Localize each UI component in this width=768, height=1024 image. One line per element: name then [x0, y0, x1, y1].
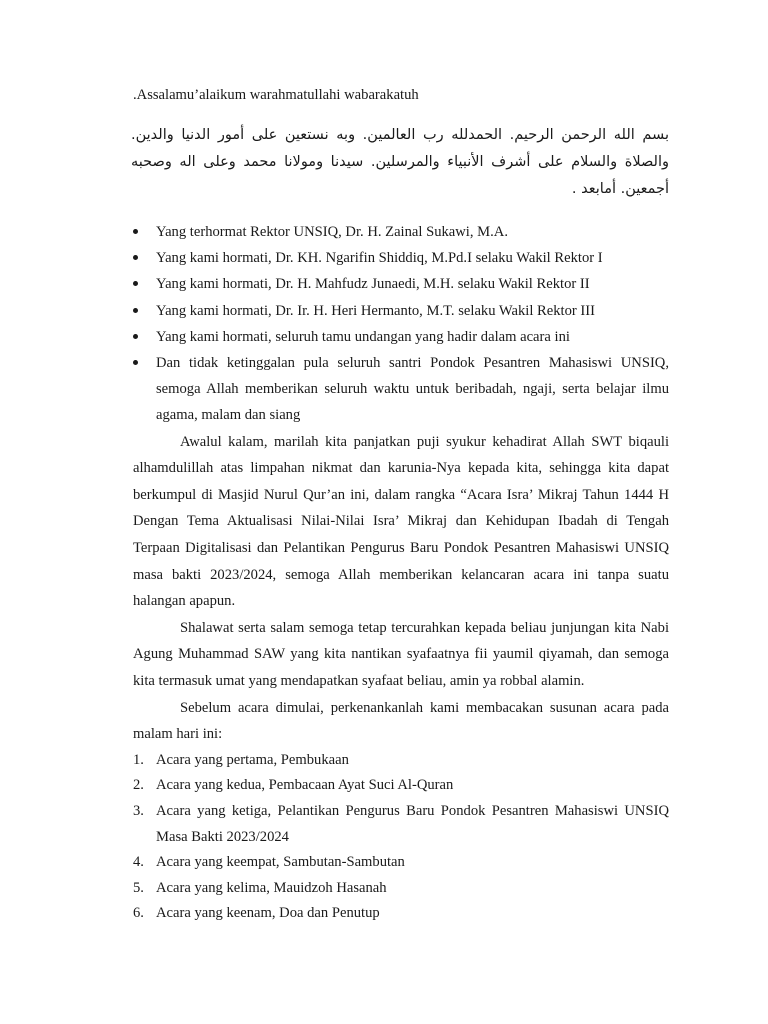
agenda-item: [133, 901, 669, 927]
agenda-item-number: 2.: [133, 777, 144, 794]
agenda-item-number: 6.: [133, 905, 144, 922]
agenda-item: [133, 799, 669, 850]
agenda-item-text: Acara yang pertama, Pembukaan: [156, 751, 349, 768]
agenda-item: [133, 748, 669, 774]
greeting: .Assalamu’alaikum warahmatullahi wabarakatuh: [133, 87, 419, 103]
bullet-icon: [133, 281, 138, 286]
agenda-item: [133, 876, 669, 902]
agenda-item-text: Acara yang keempat, Sambutan-Sambutan: [156, 854, 405, 871]
agenda-intro-paragraph: Sebelum acara dimulai, perkenankanlah kami membacakan susunan acara pada malam hari ini:: [133, 699, 669, 743]
list-item: [133, 350, 669, 429]
bullet-icon: [133, 360, 138, 365]
bullet-icon: [133, 255, 138, 260]
document-page: [133, 82, 669, 927]
agenda-item-text: Acara yang kedua, Pembacaan Ayat Suci Al-Quran: [156, 777, 454, 794]
list-item-text: Yang kami hormati, Dr. KH. Ngarifin Shiddiq, M.Pd.I selaku Wakil Rektor I: [156, 250, 603, 267]
agenda-item-number: 4.: [133, 854, 144, 871]
opening-paragraph: Awalul kalam, marilah kita panjatkan puji syukur kehadirat Allah SWT biqauli alhamdulillah atas limpahan nikmat dan karunia-Nya kepada kita, sehingga kita dapat berkumpul di Masjid Nurul Qur’an ini, dalam rangka “Acara Isra’ Mikraj Tahun 1444 H Dengan Tema Aktualisasi Nilai-Nilai Isra’ Mikraj dan Kehidupan Ibadah di Tengah Terpaan Digitalisasi dan Pelantikan Pengurus Baru Pondok Pesantren Mahasiswi UNSIQ masa bakti 2023/2024, semoga Allah memberikan kelancaran acara ini tanpa suatu halangan apapun.: [133, 433, 669, 610]
arabic-opening: بسم الله الرحمن الرحيم. الحمدلله رب العالمين. وبه نستعين على أمور الدنيا والدين. والصلاة والسلام على أشرف الأنبياء والمرسلين. سيدنا ومولانا محمد وعلى اله وصحبه أجمعين. أمابعد .: [131, 127, 669, 197]
honorifics-list: [133, 219, 669, 429]
list-item: [133, 245, 669, 271]
list-item-text: Yang kami hormati, seluruh tamu undangan yang hadir dalam acara ini: [156, 328, 570, 345]
agenda-item-number: 5.: [133, 879, 144, 896]
agenda-item-text: Acara yang keenam, Doa dan Penutup: [156, 905, 380, 922]
list-item-text: Yang kami hormati, Dr. H. Mahfudz Junaedi, M.H. selaku Wakil Rektor II: [156, 276, 590, 293]
agenda-item: [133, 850, 669, 876]
agenda-item: [133, 773, 669, 799]
list-item-text: Yang kami hormati, Dr. Ir. H. Heri Hermanto, M.T. selaku Wakil Rektor III: [156, 302, 595, 319]
list-item: [133, 298, 669, 324]
bullet-icon: [133, 334, 138, 339]
agenda-item-text: Acara yang kelima, Mauidzoh Hasanah: [156, 879, 387, 896]
list-item-text: Yang terhormat Rektor UNSIQ, Dr. H. Zainal Sukawi, M.A.: [156, 224, 508, 240]
list-item: [133, 324, 669, 350]
list-item: [133, 219, 669, 245]
list-item: [133, 271, 669, 297]
bullet-icon: [133, 308, 138, 313]
agenda-list: [133, 748, 669, 927]
bullet-icon: [133, 229, 138, 234]
agenda-item-number: 3.: [133, 802, 144, 819]
list-item-text: Dan tidak ketinggalan pula seluruh santri Pondok Pesantren Mahasiswi UNSIQ, semoga Allah memberikan seluruh waktu untuk beribadah, ngaji, serta belajar ilmu agama, malam dan siang: [156, 355, 669, 424]
shalawat-paragraph: Shalawat serta salam semoga tetap tercurahkan kepada beliau junjungan kita Nabi Agung Muhammad SAW yang kita nantikan syafaatnya fii yaumil qiyamah, dan semoga kita termasuk umat yang mendapatkan syafaat beliau, amin ya robbal alamin.: [133, 619, 669, 689]
agenda-item-number: 1.: [133, 751, 144, 768]
agenda-item-text: Acara yang ketiga, Pelantikan Pengurus Baru Pondok Pesantren Mahasiswi UNSIQ Masa Bakti 2023/2024: [156, 802, 669, 845]
